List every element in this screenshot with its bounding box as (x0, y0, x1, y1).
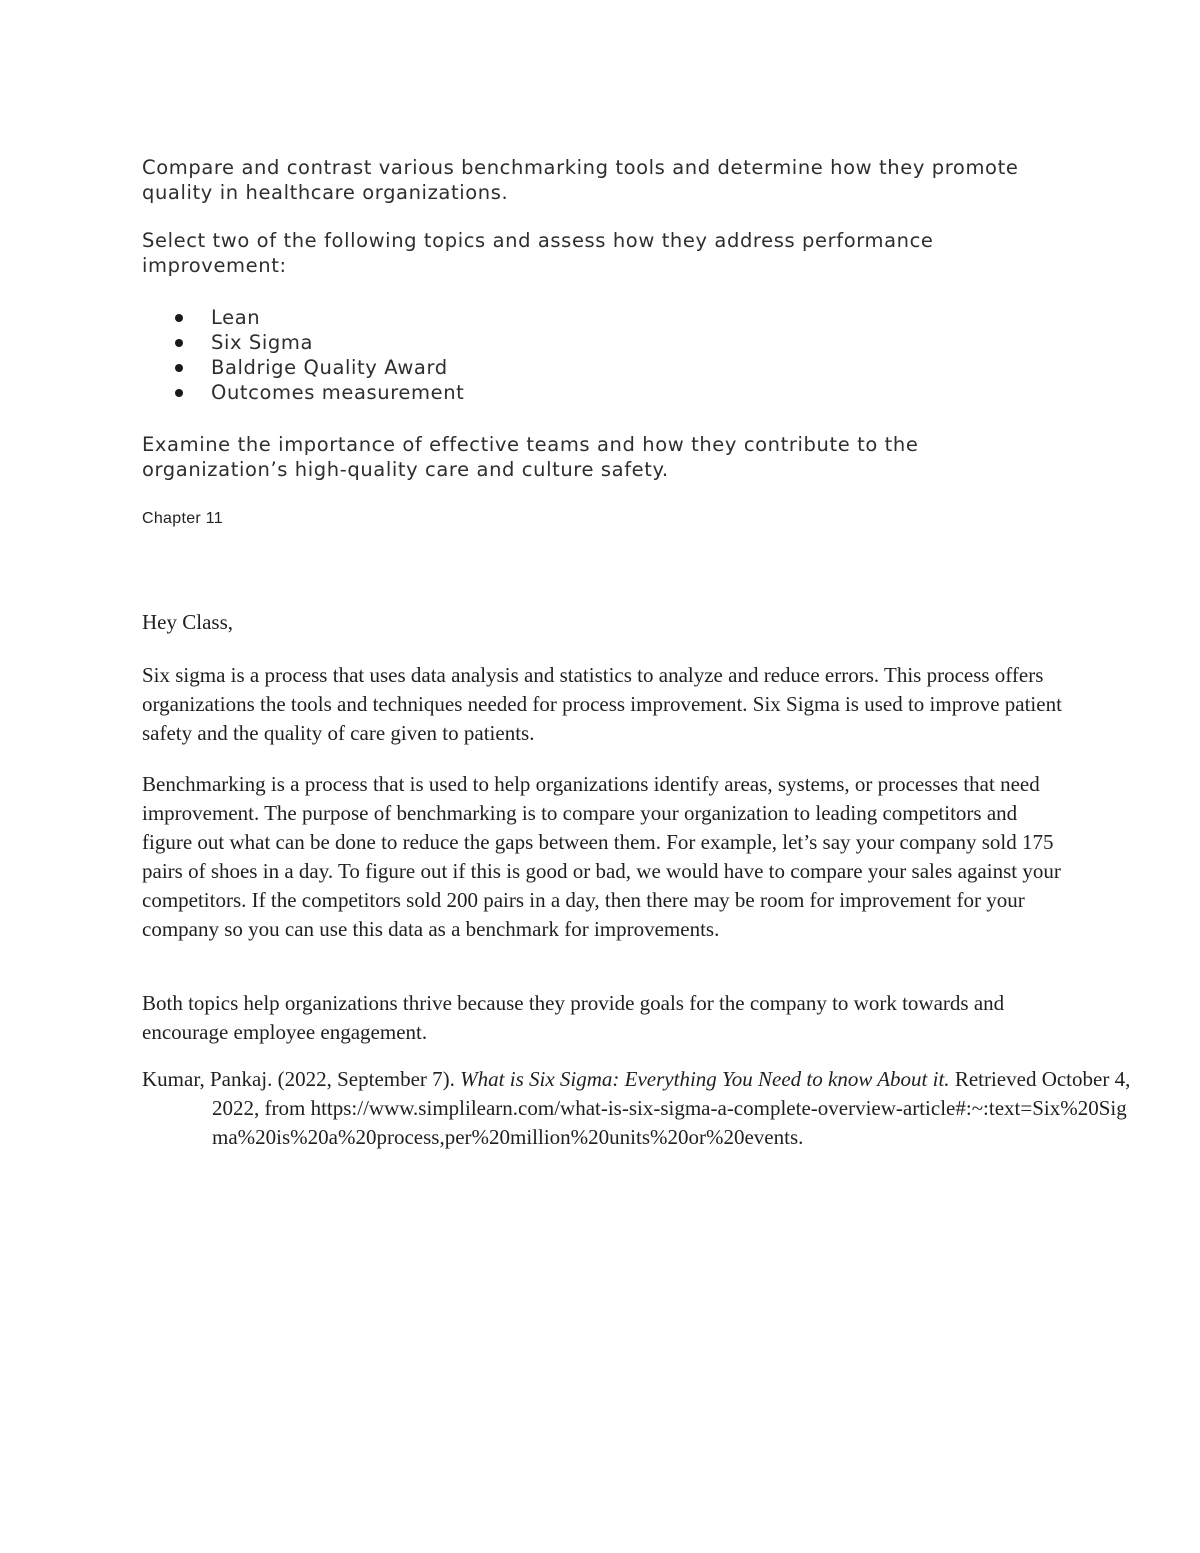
bullet-icon (175, 314, 183, 322)
topic-label: Outcomes measurement (211, 381, 465, 404)
topic-label: Baldrige Quality Award (211, 356, 448, 379)
prompt-question-1: Compare and contrast various benchmarking tools and determine how they promote quality in healthcare organizations. (142, 156, 1019, 204)
topic-list (142, 305, 464, 405)
list-item (142, 330, 464, 355)
citation-url: https://www.simplilearn.com/what-is-six-sigma-a-complete-overview-article#:~:text=Six%20Sigma%20is%20a%20process,per%20million%20units%20or%20events. (212, 1096, 1127, 1149)
citation-retrieved: Retrieved October 4, 2022, from (212, 1067, 1131, 1120)
post-paragraph-conclusion: Both topics help organizations thrive because they provide goals for the company to work towards and encourage employee engagement. (142, 991, 1005, 1044)
topic-label: Lean (211, 306, 261, 329)
citation-title: What is Six Sigma: Everything You Need to know About it. (460, 1067, 950, 1091)
post-greeting: Hey Class, (142, 610, 233, 634)
bullet-icon (175, 389, 183, 397)
list-item (142, 355, 464, 380)
post-paragraph-benchmarking: Benchmarking is a process that is used to help organizations identify areas, systems, or processes that need improvement. The purpose of benchmarking is to compare your organization to leading competitors and figure out what can be done to reduce the gaps between them. For example, let’s say your company sold 175 pairs of shoes in a day. To figure out if this is good or bad, we would have to compare your sales against your competitors. If the competitors sold 200 pairs in a day, then there may be room for improvement for your company so you can use this data as a benchmark for improvements. (142, 772, 1061, 941)
bullet-icon (175, 339, 183, 347)
bullet-icon (175, 364, 183, 372)
topic-label: Six Sigma (211, 331, 314, 354)
chapter-heading: Chapter 11 (142, 510, 223, 527)
prompt-question-2: Select two of the following topics and assess how they address performance improvement: (142, 229, 934, 277)
list-item (142, 380, 464, 405)
citation-author-date: Kumar, Pankaj. (2022, September 7). (142, 1067, 461, 1091)
reference-citation (142, 1065, 1132, 1152)
prompt-question-3: Examine the importance of effective teams and how they contribute to the organization’s high-quality care and culture safety. (142, 433, 919, 481)
post-paragraph-six-sigma: Six sigma is a process that uses data analysis and statistics to analyze and reduce errors. This process offers organizations the tools and techniques needed for process improvement. Six Sigma is used to improve patient safety and the quality of care given to patients. (142, 663, 1062, 745)
list-item (142, 305, 464, 330)
